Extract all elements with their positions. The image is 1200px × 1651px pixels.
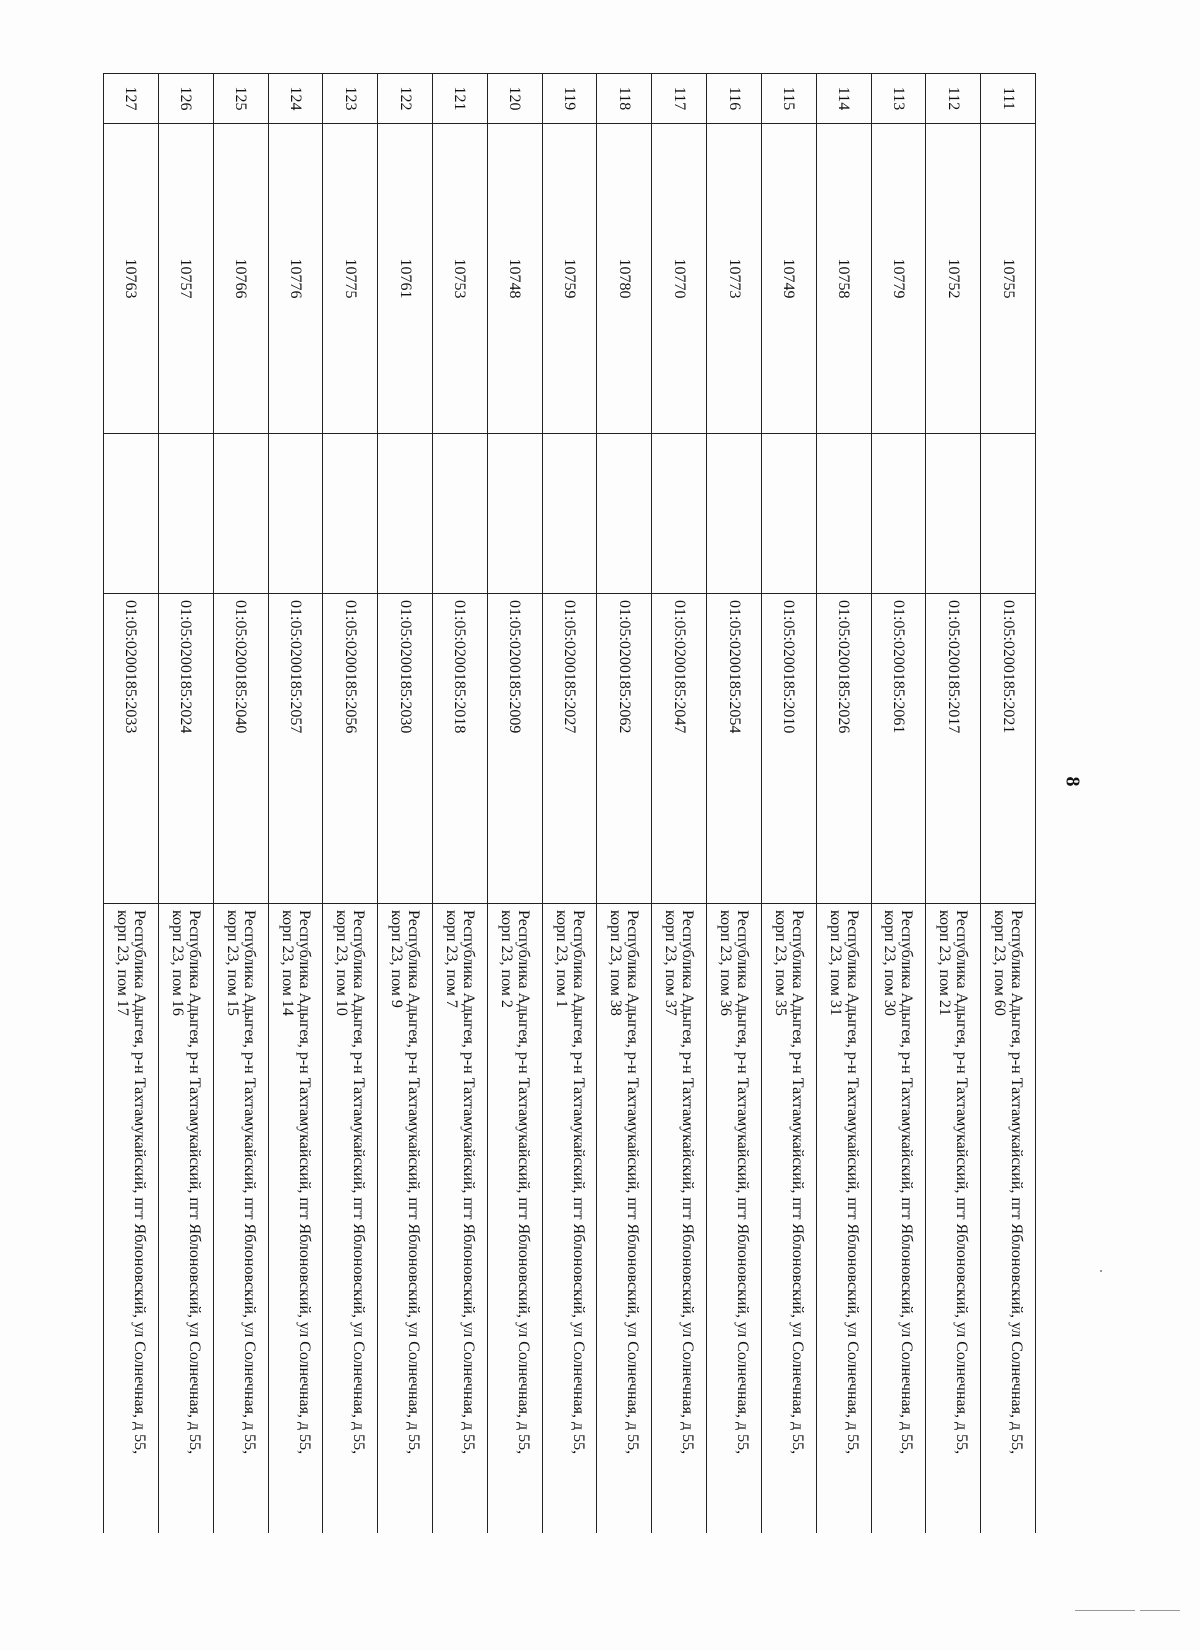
row-number-cell: 126 bbox=[159, 74, 214, 124]
address-line-1: Республика Адыгея, р-н Тахтамукайский, пгт Яблоновский, ул Солнечная, д 55, bbox=[185, 910, 203, 1455]
empty-cell bbox=[487, 434, 542, 594]
table-row bbox=[652, 74, 707, 1534]
address-cell bbox=[597, 904, 652, 1534]
address-cell bbox=[707, 904, 762, 1534]
empty-cell bbox=[213, 434, 268, 594]
cadastral-number-cell: 01:05:0200185:2024 bbox=[159, 594, 214, 904]
table-row bbox=[981, 74, 1036, 1534]
address-line-1: Республика Адыгея, р-н Тахтамукайский, пгт Яблоновский, ул Солнечная, д 55, bbox=[295, 910, 313, 1455]
row-number-cell: 119 bbox=[542, 74, 597, 124]
row-number-cell: 124 bbox=[268, 74, 323, 124]
empty-cell bbox=[104, 434, 159, 594]
address-line-2: корп 23, пом 36 bbox=[717, 910, 735, 1016]
registry-number-cell: 10780 bbox=[597, 124, 652, 434]
scan-speck bbox=[1140, 1610, 1180, 1611]
registry-table-body bbox=[104, 74, 1036, 1534]
registry-number-cell: 10752 bbox=[926, 124, 981, 434]
address-line-1: Республика Адыгея, р-н Тахтамукайский, пгт Яблоновский, ул Солнечная, д 55, bbox=[131, 910, 148, 1455]
address-line-1: Республика Адыгея, р-н Тахтамукайский, пгт Яблоновский, ул Солнечная, д 55, bbox=[350, 910, 368, 1455]
address-line-1: Республика Адыгея, р-н Тахтамукайский, пгт Яблоновский, ул Солнечная, д 55, bbox=[459, 910, 477, 1455]
registry-number-cell: 10757 bbox=[159, 124, 214, 434]
table-row bbox=[159, 74, 214, 1534]
registry-number-cell: 10758 bbox=[816, 124, 871, 434]
address-cell bbox=[323, 904, 378, 1534]
row-number-cell: 125 bbox=[213, 74, 268, 124]
cadastral-number-cell: 01:05:0200185:2030 bbox=[378, 594, 433, 904]
registry-number-cell: 10766 bbox=[213, 124, 268, 434]
address-cell bbox=[104, 904, 159, 1534]
row-number-cell: 114 bbox=[816, 74, 871, 124]
address-line-2: корп 23, пом 37 bbox=[662, 910, 680, 1016]
table-row bbox=[926, 74, 981, 1534]
address-line-2: корп 23, пом 21 bbox=[936, 910, 954, 1016]
table-row bbox=[707, 74, 762, 1534]
table-row bbox=[542, 74, 597, 1534]
empty-cell bbox=[871, 434, 926, 594]
address-line-1: Республика Адыгея, р-н Тахтамукайский, пгт Яблоновский, ул Солнечная, д 55, bbox=[734, 910, 752, 1455]
property-registry-table bbox=[103, 73, 1036, 1533]
table-row bbox=[433, 74, 488, 1534]
address-line-2: корп 23, пом 2 bbox=[497, 910, 515, 1008]
registry-number-cell: 10748 bbox=[487, 124, 542, 434]
address-line-1: Республика Адыгея, р-н Тахтамукайский, пгт Яблоновский, ул Солнечная, д 55, bbox=[679, 910, 697, 1455]
address-line-1: Республика Адыгея, р-н Тахтамукайский, пгт Яблоновский, ул Солнечная, д 55, bbox=[514, 910, 532, 1455]
empty-cell bbox=[323, 434, 378, 594]
table-row bbox=[816, 74, 871, 1534]
row-number-cell: 117 bbox=[652, 74, 707, 124]
rotated-table-container bbox=[103, 73, 1036, 1533]
row-number-cell: 121 bbox=[433, 74, 488, 124]
empty-cell bbox=[926, 434, 981, 594]
cadastral-number-cell: 01:05:0200185:2040 bbox=[213, 594, 268, 904]
empty-cell bbox=[816, 434, 871, 594]
row-number-cell: 120 bbox=[487, 74, 542, 124]
row-number-cell: 122 bbox=[378, 74, 433, 124]
cadastral-number-cell: 01:05:0200185:2047 bbox=[652, 594, 707, 904]
registry-number-cell: 10753 bbox=[433, 124, 488, 434]
table-row bbox=[378, 74, 433, 1534]
address-line-1: Республика Адыгея, р-н Тахтамукайский, пгт Яблоновский, ул Солнечная, д 55, bbox=[569, 910, 587, 1455]
scan-speck bbox=[1100, 1270, 1102, 1272]
cadastral-number-cell: 01:05:0200185:2021 bbox=[981, 594, 1036, 904]
table-row bbox=[268, 74, 323, 1534]
address-line-2: корп 23, пом 1 bbox=[552, 910, 570, 1008]
address-cell bbox=[159, 904, 214, 1534]
address-cell bbox=[268, 904, 323, 1534]
empty-cell bbox=[542, 434, 597, 594]
address-line-1: Республика Адыгея, р-н Тахтамукайский, пгт Яблоновский, ул Солнечная, д 55, bbox=[898, 910, 916, 1455]
address-cell bbox=[652, 904, 707, 1534]
address-cell bbox=[213, 904, 268, 1534]
registry-number-cell: 10759 bbox=[542, 124, 597, 434]
cadastral-number-cell: 01:05:0200185:2010 bbox=[761, 594, 816, 904]
address-line-1: Республика Адыгея, р-н Тахтамукайский, пгт Яблоновский, ул Солнечная, д 55, bbox=[953, 910, 971, 1455]
table-row bbox=[761, 74, 816, 1534]
address-line-2: корп 23, пом 35 bbox=[771, 910, 789, 1016]
registry-number-cell: 10755 bbox=[981, 124, 1036, 434]
address-cell bbox=[761, 904, 816, 1534]
address-line-2: корп 23, пом 38 bbox=[607, 910, 625, 1016]
registry-number-cell: 10763 bbox=[104, 124, 159, 434]
cadastral-number-cell: 01:05:0200185:2033 bbox=[104, 594, 159, 904]
cadastral-number-cell: 01:05:0200185:2062 bbox=[597, 594, 652, 904]
cadastral-number-cell: 01:05:0200185:2061 bbox=[871, 594, 926, 904]
empty-cell bbox=[707, 434, 762, 594]
registry-number-cell: 10773 bbox=[707, 124, 762, 434]
row-number-cell: 111 bbox=[981, 74, 1036, 124]
row-number-cell: 113 bbox=[871, 74, 926, 124]
row-number-cell: 115 bbox=[761, 74, 816, 124]
address-line-2: корп 23, пом 7 bbox=[442, 910, 460, 1008]
empty-cell bbox=[433, 434, 488, 594]
address-line-1: Республика Адыгея, р-н Тахтамукайский, пгт Яблоновский, ул Солнечная, д 55, bbox=[843, 910, 861, 1455]
address-cell bbox=[378, 904, 433, 1534]
empty-cell bbox=[652, 434, 707, 594]
address-cell bbox=[816, 904, 871, 1534]
registry-number-cell: 10770 bbox=[652, 124, 707, 434]
address-line-1: Республика Адыгея, р-н Тахтамукайский, пгт Яблоновский, ул Солнечная, д 55, bbox=[405, 910, 423, 1455]
row-number-cell: 123 bbox=[323, 74, 378, 124]
table-row bbox=[213, 74, 268, 1534]
table-row bbox=[871, 74, 926, 1534]
row-number-cell: 118 bbox=[597, 74, 652, 124]
cadastral-number-cell: 01:05:0200185:2026 bbox=[816, 594, 871, 904]
registry-number-cell: 10779 bbox=[871, 124, 926, 434]
cadastral-number-cell: 01:05:0200185:2017 bbox=[926, 594, 981, 904]
page-number: 8 bbox=[1061, 776, 1084, 787]
empty-cell bbox=[981, 434, 1036, 594]
empty-cell bbox=[159, 434, 214, 594]
address-cell bbox=[487, 904, 542, 1534]
empty-cell bbox=[761, 434, 816, 594]
address-line-2: корп 23, пом 30 bbox=[881, 910, 899, 1016]
address-line-2: корп 23, пом 60 bbox=[991, 910, 1009, 1016]
address-cell bbox=[433, 904, 488, 1534]
scan-speck bbox=[1075, 1610, 1135, 1611]
empty-cell bbox=[597, 434, 652, 594]
address-line-2: корп 23, пом 17 bbox=[114, 910, 131, 1016]
address-cell bbox=[926, 904, 981, 1534]
address-cell bbox=[542, 904, 597, 1534]
address-cell bbox=[981, 904, 1036, 1534]
address-line-2: корп 23, пом 31 bbox=[826, 910, 844, 1016]
table-row bbox=[323, 74, 378, 1534]
address-line-1: Республика Адыгея, р-н Тахтамукайский, пгт Яблоновский, ул Солнечная, д 55, bbox=[240, 910, 258, 1455]
cadastral-number-cell: 01:05:0200185:2054 bbox=[707, 594, 762, 904]
address-line-2: корп 23, пом 16 bbox=[168, 910, 186, 1016]
table-row bbox=[487, 74, 542, 1534]
address-line-1: Республика Адыгея, р-н Тахтамукайский, пгт Яблоновский, ул Солнечная, д 55, bbox=[788, 910, 806, 1455]
cadastral-number-cell: 01:05:0200185:2056 bbox=[323, 594, 378, 904]
registry-number-cell: 10776 bbox=[268, 124, 323, 434]
registry-number-cell: 10761 bbox=[378, 124, 433, 434]
cadastral-number-cell: 01:05:0200185:2027 bbox=[542, 594, 597, 904]
cadastral-number-cell: 01:05:0200185:2018 bbox=[433, 594, 488, 904]
registry-number-cell: 10775 bbox=[323, 124, 378, 434]
row-number-cell: 127 bbox=[104, 74, 159, 124]
cadastral-number-cell: 01:05:0200185:2009 bbox=[487, 594, 542, 904]
cadastral-number-cell: 01:05:0200185:2057 bbox=[268, 594, 323, 904]
row-number-cell: 116 bbox=[707, 74, 762, 124]
address-line-2: корп 23, пом 9 bbox=[388, 910, 406, 1008]
table-row bbox=[104, 74, 159, 1534]
address-line-2: корп 23, пом 15 bbox=[223, 910, 241, 1016]
empty-cell bbox=[268, 434, 323, 594]
address-line-1: Республика Адыгея, р-н Тахтамукайский, пгт Яблоновский, ул Солнечная, д 55, bbox=[624, 910, 642, 1455]
table-row bbox=[597, 74, 652, 1534]
address-line-1: Республика Адыгея, р-н Тахтамукайский, пгт Яблоновский, ул Солнечная, д 55, bbox=[1008, 910, 1026, 1455]
row-number-cell: 112 bbox=[926, 74, 981, 124]
address-cell bbox=[871, 904, 926, 1534]
registry-number-cell: 10749 bbox=[761, 124, 816, 434]
address-line-2: корп 23, пом 10 bbox=[333, 910, 351, 1016]
address-line-2: корп 23, пом 14 bbox=[278, 910, 296, 1016]
rotated-table-area bbox=[103, 73, 1036, 1533]
empty-cell bbox=[378, 434, 433, 594]
